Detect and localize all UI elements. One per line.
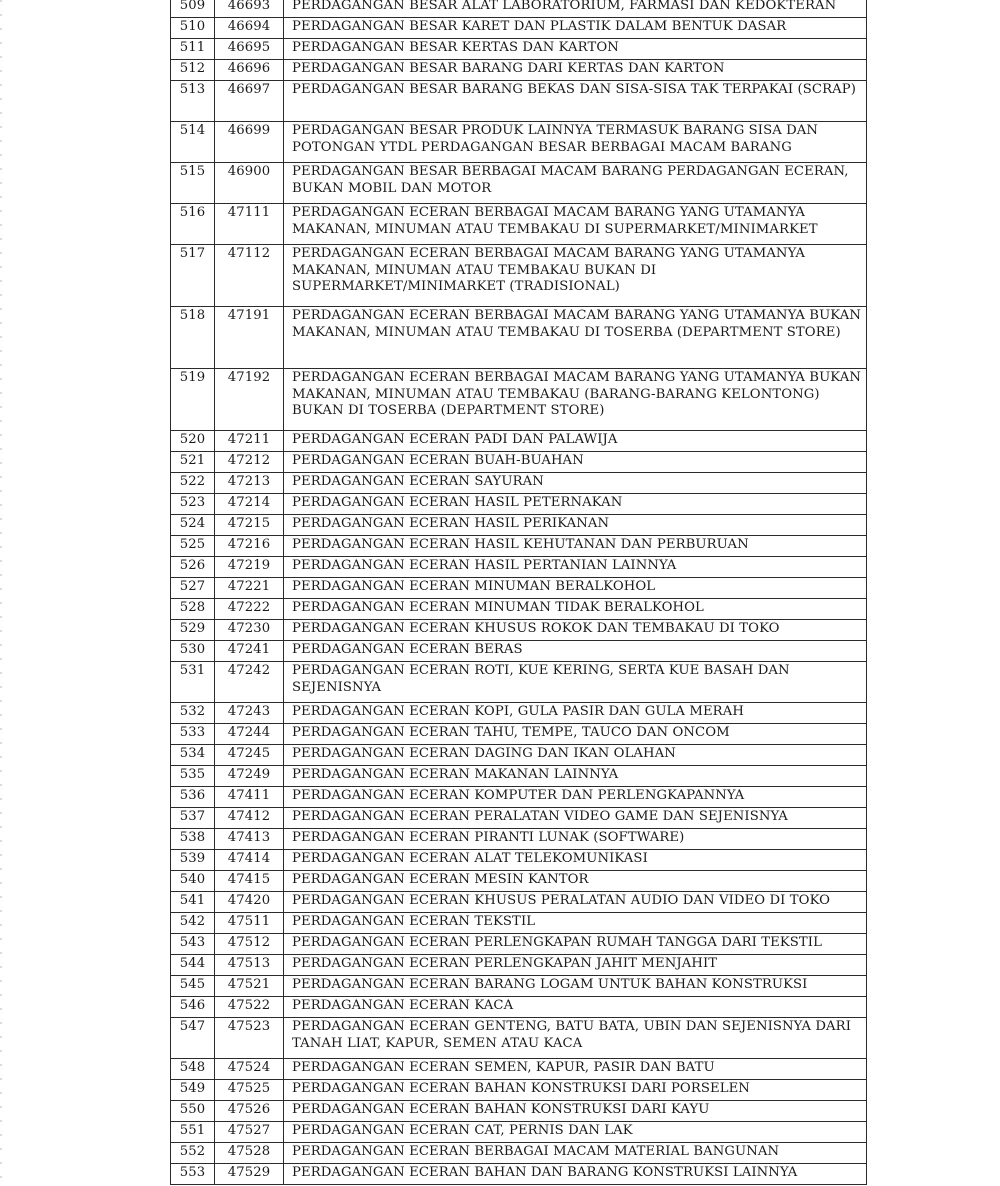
- row-number-cell: 529: [171, 620, 215, 641]
- description-cell: PERDAGANGAN BESAR ALAT LABORATORIUM, FARMASI DAN KEDOKTERAN: [284, 0, 867, 18]
- description-cell: PERDAGANGAN BESAR BARANG DARI KERTAS DAN KARTON: [284, 60, 867, 81]
- table-row: [171, 0, 867, 18]
- table-row: [171, 536, 867, 557]
- table-row: [171, 1080, 867, 1101]
- table-row: [171, 473, 867, 494]
- row-number-cell: 515: [171, 163, 215, 204]
- table-row: [171, 1164, 867, 1185]
- description-cell: PERDAGANGAN ECERAN PERLENGKAPAN RUMAH TANGGA DARI TEKSTIL: [284, 934, 867, 955]
- description-cell: PERDAGANGAN ECERAN HASIL PETERNAKAN: [284, 494, 867, 515]
- table-row: [171, 724, 867, 745]
- kbli-code-cell: 47413: [215, 829, 284, 850]
- description-cell: PERDAGANGAN ECERAN BERBAGAI MACAM BARANG YANG UTAMANYA BUKAN MAKANAN, MINUMAN ATAU TEMBAKAU (BARANG-BARANG KELONTONG) BUKAN DI TOSERBA (DEPARTMENT STORE): [284, 369, 867, 431]
- kbli-code-cell: 47527: [215, 1122, 284, 1143]
- row-number-cell: 535: [171, 766, 215, 787]
- row-number-cell: 519: [171, 369, 215, 431]
- table-row: [171, 578, 867, 599]
- row-number-cell: 537: [171, 808, 215, 829]
- row-number-cell: 522: [171, 473, 215, 494]
- table-row: [171, 39, 867, 60]
- kbli-code-cell: 47411: [215, 787, 284, 808]
- row-number-cell: 545: [171, 976, 215, 997]
- kbli-code-cell: 47529: [215, 1164, 284, 1185]
- table-row: [171, 766, 867, 787]
- kbli-code-cell: 46695: [215, 39, 284, 60]
- table-body: [171, 0, 867, 1185]
- kbli-code-cell: 47215: [215, 515, 284, 536]
- description-cell: PERDAGANGAN BESAR PRODUK LAINNYA TERMASUK BARANG SISA DAN POTONGAN YTDL PERDAGANGAN BESAR BERBAGAI MACAM BARANG: [284, 122, 867, 163]
- table-row: [171, 1101, 867, 1122]
- description-cell: PERDAGANGAN ECERAN BERBAGAI MACAM BARANG YANG UTAMANYA MAKANAN, MINUMAN ATAU TEMBAKAU DI SUPERMARKET/MINIMARKET: [284, 204, 867, 245]
- table-row: [171, 163, 867, 204]
- kbli-code-cell: 47513: [215, 955, 284, 976]
- table-row: [171, 1143, 867, 1164]
- description-cell: PERDAGANGAN ECERAN BERAS: [284, 641, 867, 662]
- row-number-cell: 521: [171, 452, 215, 473]
- kbli-code-cell: 46699: [215, 122, 284, 163]
- row-number-cell: 526: [171, 557, 215, 578]
- table-row: [171, 620, 867, 641]
- row-number-cell: 532: [171, 703, 215, 724]
- description-cell: PERDAGANGAN ECERAN BAHAN KONSTRUKSI DARI PORSELEN: [284, 1080, 867, 1101]
- row-number-cell: 511: [171, 39, 215, 60]
- description-cell: PERDAGANGAN ECERAN KOMPUTER DAN PERLENGKAPANNYA: [284, 787, 867, 808]
- row-number-cell: 530: [171, 641, 215, 662]
- kbli-code-cell: 47222: [215, 599, 284, 620]
- table-row: [171, 307, 867, 369]
- table-row: [171, 122, 867, 163]
- kbli-code-cell: 47111: [215, 204, 284, 245]
- description-cell: PERDAGANGAN ECERAN BAHAN DAN BARANG KONSTRUKSI LAINNYA: [284, 1164, 867, 1185]
- kbli-code-cell: 47243: [215, 703, 284, 724]
- description-cell: PERDAGANGAN ECERAN HASIL KEHUTANAN DAN PERBURUAN: [284, 536, 867, 557]
- description-cell: PERDAGANGAN ECERAN PIRANTI LUNAK (SOFTWARE): [284, 829, 867, 850]
- description-cell: PERDAGANGAN ECERAN BERBAGAI MACAM BARANG YANG UTAMANYA MAKANAN, MINUMAN ATAU TEMBAKAU BUKAN DI SUPERMARKET/MINIMARKET (TRADISIONAL): [284, 245, 867, 307]
- description-cell: PERDAGANGAN ECERAN ALAT TELEKOMUNIKASI: [284, 850, 867, 871]
- row-number-cell: 548: [171, 1059, 215, 1080]
- table-row: [171, 557, 867, 578]
- row-number-cell: 524: [171, 515, 215, 536]
- kbli-code-cell: 47415: [215, 871, 284, 892]
- table-row: [171, 515, 867, 536]
- table-row: [171, 1059, 867, 1080]
- row-number-cell: 512: [171, 60, 215, 81]
- row-number-cell: 538: [171, 829, 215, 850]
- kbli-code-cell: 47523: [215, 1018, 284, 1059]
- row-number-cell: 514: [171, 122, 215, 163]
- kbli-code-cell: 47192: [215, 369, 284, 431]
- description-cell: PERDAGANGAN ECERAN MINUMAN TIDAK BERALKOHOL: [284, 599, 867, 620]
- row-number-cell: 533: [171, 724, 215, 745]
- table-row: [171, 745, 867, 766]
- description-cell: PERDAGANGAN ECERAN MINUMAN BERALKOHOL: [284, 578, 867, 599]
- table-row: [171, 892, 867, 913]
- table-row: [171, 494, 867, 515]
- description-cell: PERDAGANGAN BESAR BARANG BEKAS DAN SISA-SISA TAK TERPAKAI (SCRAP): [284, 81, 867, 122]
- description-cell: PERDAGANGAN ECERAN TEKSTIL: [284, 913, 867, 934]
- table-row: [171, 1122, 867, 1143]
- description-cell: PERDAGANGAN ECERAN KHUSUS ROKOK DAN TEMBAKAU DI TOKO: [284, 620, 867, 641]
- kbli-code-cell: 46693: [215, 0, 284, 18]
- description-cell: PERDAGANGAN ECERAN BERBAGAI MACAM BARANG YANG UTAMANYA BUKAN MAKANAN, MINUMAN ATAU TEMBAKAU DI TOSERBA (DEPARTMENT STORE): [284, 307, 867, 369]
- table-row: [171, 829, 867, 850]
- row-number-cell: 539: [171, 850, 215, 871]
- description-cell: PERDAGANGAN ECERAN TAHU, TEMPE, TAUCO DAN ONCOM: [284, 724, 867, 745]
- description-cell: PERDAGANGAN ECERAN BAHAN KONSTRUKSI DARI KAYU: [284, 1101, 867, 1122]
- table-row: [171, 431, 867, 452]
- kbli-code-cell: 47211: [215, 431, 284, 452]
- kbli-code-cell: 47216: [215, 536, 284, 557]
- kbli-code-cell: 47219: [215, 557, 284, 578]
- description-cell: PERDAGANGAN ECERAN DAGING DAN IKAN OLAHAN: [284, 745, 867, 766]
- kbli-code-cell: 47511: [215, 913, 284, 934]
- kbli-code-cell: 47221: [215, 578, 284, 599]
- row-number-cell: 544: [171, 955, 215, 976]
- kbli-code-cell: 46696: [215, 60, 284, 81]
- table-row: [171, 204, 867, 245]
- scan-edge: [0, 0, 2, 1186]
- description-cell: PERDAGANGAN ECERAN BUAH-BUAHAN: [284, 452, 867, 473]
- kbli-code-cell: 47191: [215, 307, 284, 369]
- table-row: [171, 955, 867, 976]
- description-cell: PERDAGANGAN ECERAN KOPI, GULA PASIR DAN GULA MERAH: [284, 703, 867, 724]
- kbli-code-cell: 47230: [215, 620, 284, 641]
- kbli-code-cell: 47521: [215, 976, 284, 997]
- row-number-cell: 549: [171, 1080, 215, 1101]
- table-row: [171, 662, 867, 703]
- table-row: [171, 452, 867, 473]
- row-number-cell: 542: [171, 913, 215, 934]
- table-row: [171, 703, 867, 724]
- kbli-code-cell: 47528: [215, 1143, 284, 1164]
- row-number-cell: 552: [171, 1143, 215, 1164]
- row-number-cell: 527: [171, 578, 215, 599]
- kbli-code-cell: 47524: [215, 1059, 284, 1080]
- kbli-code-cell: 47213: [215, 473, 284, 494]
- row-number-cell: 540: [171, 871, 215, 892]
- row-number-cell: 531: [171, 662, 215, 703]
- table-row: [171, 850, 867, 871]
- kbli-code-cell: 47512: [215, 934, 284, 955]
- description-cell: PERDAGANGAN ECERAN KHUSUS PERALATAN AUDIO DAN VIDEO DI TOKO: [284, 892, 867, 913]
- kbli-code-cell: 47242: [215, 662, 284, 703]
- description-cell: PERDAGANGAN ECERAN BARANG LOGAM UNTUK BAHAN KONSTRUKSI: [284, 976, 867, 997]
- kbli-code-cell: 47241: [215, 641, 284, 662]
- description-cell: PERDAGANGAN ECERAN PERALATAN VIDEO GAME DAN SEJENISNYA: [284, 808, 867, 829]
- description-cell: PERDAGANGAN ECERAN GENTENG, BATU BATA, UBIN DAN SEJENISNYA DARI TANAH LIAT, KAPUR, SEMEN ATAU KACA: [284, 1018, 867, 1059]
- kbli-code-cell: 47112: [215, 245, 284, 307]
- kbli-code-cell: 47244: [215, 724, 284, 745]
- kbli-code-cell: 46697: [215, 81, 284, 122]
- description-cell: PERDAGANGAN BESAR KERTAS DAN KARTON: [284, 39, 867, 60]
- table-row: [171, 245, 867, 307]
- row-number-cell: 516: [171, 204, 215, 245]
- row-number-cell: 525: [171, 536, 215, 557]
- table-row: [171, 81, 867, 122]
- kbli-code-cell: 47249: [215, 766, 284, 787]
- description-cell: PERDAGANGAN BESAR BERBAGAI MACAM BARANG PERDAGANGAN ECERAN, BUKAN MOBIL DAN MOTOR: [284, 163, 867, 204]
- table-row: [171, 997, 867, 1018]
- kbli-code-cell: 47214: [215, 494, 284, 515]
- description-cell: PERDAGANGAN ECERAN SAYURAN: [284, 473, 867, 494]
- row-number-cell: 547: [171, 1018, 215, 1059]
- row-number-cell: 509: [171, 0, 215, 18]
- description-cell: PERDAGANGAN ECERAN MAKANAN LAINNYA: [284, 766, 867, 787]
- table-row: [171, 787, 867, 808]
- description-cell: PERDAGANGAN ECERAN CAT, PERNIS DAN LAK: [284, 1122, 867, 1143]
- description-cell: PERDAGANGAN BESAR KARET DAN PLASTIK DALAM BENTUK DASAR: [284, 18, 867, 39]
- description-cell: PERDAGANGAN ECERAN HASIL PERTANIAN LAINNYA: [284, 557, 867, 578]
- description-cell: PERDAGANGAN ECERAN PADI DAN PALAWIJA: [284, 431, 867, 452]
- row-number-cell: 520: [171, 431, 215, 452]
- kbli-code-cell: 47412: [215, 808, 284, 829]
- table-row: [171, 871, 867, 892]
- row-number-cell: 541: [171, 892, 215, 913]
- description-cell: PERDAGANGAN ECERAN HASIL PERIKANAN: [284, 515, 867, 536]
- description-cell: PERDAGANGAN ECERAN ROTI, KUE KERING, SERTA KUE BASAH DAN SEJENISNYA: [284, 662, 867, 703]
- table-row: [171, 1018, 867, 1059]
- kbli-code-cell: 46900: [215, 163, 284, 204]
- table-row: [171, 934, 867, 955]
- kbli-code-cell: 47522: [215, 997, 284, 1018]
- description-cell: PERDAGANGAN ECERAN PERLENGKAPAN JAHIT MENJAHIT: [284, 955, 867, 976]
- kbli-code-cell: 47525: [215, 1080, 284, 1101]
- table-row: [171, 808, 867, 829]
- description-cell: PERDAGANGAN ECERAN SEMEN, KAPUR, PASIR DAN BATU: [284, 1059, 867, 1080]
- kbli-table: [170, 0, 867, 1185]
- kbli-code-cell: 47526: [215, 1101, 284, 1122]
- row-number-cell: 513: [171, 81, 215, 122]
- kbli-code-cell: 47245: [215, 745, 284, 766]
- row-number-cell: 510: [171, 18, 215, 39]
- row-number-cell: 550: [171, 1101, 215, 1122]
- table-row: [171, 369, 867, 431]
- table-row: [171, 976, 867, 997]
- row-number-cell: 518: [171, 307, 215, 369]
- kbli-code-cell: 47212: [215, 452, 284, 473]
- description-cell: PERDAGANGAN ECERAN MESIN KANTOR: [284, 871, 867, 892]
- table-row: [171, 599, 867, 620]
- kbli-code-cell: 47420: [215, 892, 284, 913]
- row-number-cell: 517: [171, 245, 215, 307]
- row-number-cell: 523: [171, 494, 215, 515]
- description-cell: PERDAGANGAN ECERAN KACA: [284, 997, 867, 1018]
- kbli-code-cell: 47414: [215, 850, 284, 871]
- table-row: [171, 60, 867, 81]
- row-number-cell: 536: [171, 787, 215, 808]
- row-number-cell: 528: [171, 599, 215, 620]
- row-number-cell: 543: [171, 934, 215, 955]
- description-cell: PERDAGANGAN ECERAN BERBAGAI MACAM MATERIAL BANGUNAN: [284, 1143, 867, 1164]
- row-number-cell: 546: [171, 997, 215, 1018]
- row-number-cell: 553: [171, 1164, 215, 1185]
- table-row: [171, 913, 867, 934]
- row-number-cell: 534: [171, 745, 215, 766]
- row-number-cell: 551: [171, 1122, 215, 1143]
- table-row: [171, 641, 867, 662]
- kbli-code-cell: 46694: [215, 18, 284, 39]
- table-row: [171, 18, 867, 39]
